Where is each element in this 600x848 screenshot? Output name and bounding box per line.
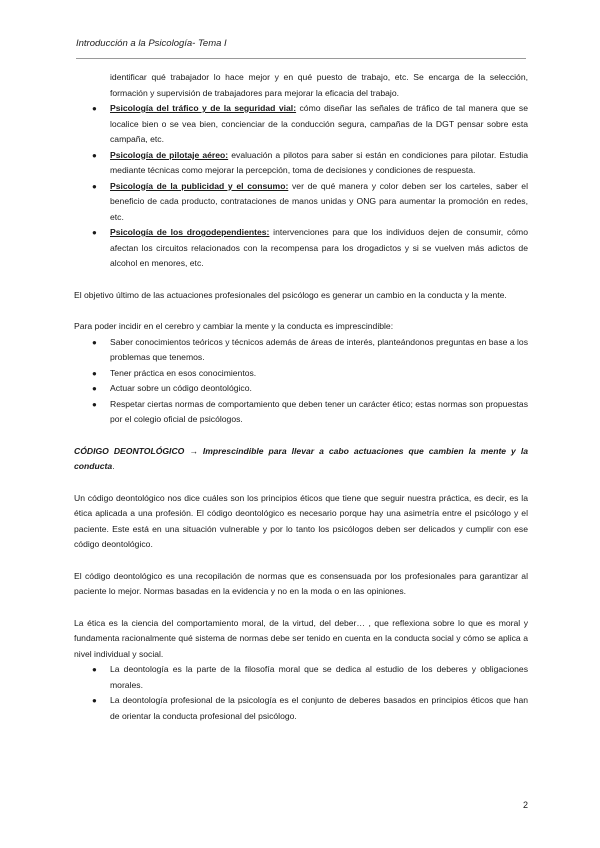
list-item <box>74 397 528 428</box>
list-item <box>74 366 528 382</box>
bullet-icon: ● <box>92 368 97 378</box>
area-term: Psicología de pilotaje aéreo: <box>110 149 229 160</box>
area-term: Psicología del tráfico y de la seguridad vial: <box>110 103 297 113</box>
requirements-intro: Para poder incidir en el cerebro y cambiar la mente y la conducta es imprescindible: <box>74 321 394 331</box>
page-body <box>74 70 528 724</box>
running-header: Introducción a la Psicología- Tema I <box>76 38 227 49</box>
bullet-icon: ● <box>92 228 97 237</box>
list-item <box>74 662 528 693</box>
list-item <box>74 693 528 724</box>
area-text: intervenciones para que los individuos dejen de consumir, cómo afectan los circuitos relacionados con la recompensa para los drogadictos y si se vuelven más adictos de alcohol en menores, etc. <box>110 227 528 268</box>
area-term: Psicología de la publicidad y el consumo: <box>110 180 289 191</box>
code-compilation-paragraph: El código deontológico es una recopilación de normas que es consensuada por los profesionales para garantizar al paciente lo mejor. Normas basadas en la evidencia y no en la moda o en las opiniones. <box>74 570 528 596</box>
code-heading <box>74 444 528 475</box>
bullet-icon: ● <box>92 150 97 160</box>
bullet-icon: ● <box>92 104 97 113</box>
area-text: cómo diseñar las señales de tráfico de tal manera que se localice bien o se vea bien, concienciar de la conducción segura, campañas de la DGT pensar sobre esta campaña, etc. <box>110 103 528 144</box>
requirement-text: Tener práctica en esos conocimientos. <box>110 367 257 378</box>
deontology-text: La deontología profesional de la psicología es el conjunto de deberes basados en principios éticos que han de orientar la conducta profesional del psicólogo. <box>110 695 528 721</box>
list-item <box>74 381 528 397</box>
bullet-icon: ● <box>92 399 97 409</box>
area-text: evaluación a pilotos para saber si están en condiciones para pilotar. Estudia mediante técnicas como mejorar la percepción, toma de decisiones y condiciones de respuesta. <box>110 149 528 175</box>
applied-areas-list <box>74 101 528 272</box>
requirement-text: Respetar ciertas normas de comportamiento que deben tener un carácter ético; estas normas son propuestas por el colegio oficial de psicólogos. <box>110 398 528 424</box>
ethics-paragraph: La ética es la ciencia del comportamiento moral, de la virtud, del deber… , que reflexiona sobre lo que es moral y fundamenta racionalmente qué sistema de normas debe ser tenido en cuenta en la conducta social y cómo se aplica a nivel individual y social. <box>74 617 528 659</box>
header-divider <box>76 58 526 59</box>
requirements-list <box>74 335 528 428</box>
bullet-icon: ● <box>92 384 97 393</box>
code-definition-paragraph: Un código deontológico nos dice cuáles son los principios éticos que tiene que seguir nuestra práctica, es decir, es la ética aplicada a una profesión. El código deontológico es necesario porque hay una asimetría entre el psicólogo y el paciente. Este está en una situación vulnerable y por lo tanto los psicólogos deben ser delicados y cumplir con ese código deontológico. <box>74 492 528 549</box>
requirement-text: Actuar sobre un código deontológico. <box>110 383 252 393</box>
bullet-icon: ● <box>92 181 97 191</box>
deontology-list <box>74 662 528 724</box>
list-item <box>74 101 528 148</box>
bullet-icon: ● <box>92 337 97 347</box>
list-item <box>74 225 528 272</box>
area-text: ver de qué manera y color deben ser los carteles, saber el beneficio de cada producto, contrataciones de manos unidas y ONG para aumentar la promoción en redes, etc. <box>110 180 528 222</box>
continuation-paragraph: identificar qué trabajador lo hace mejor y en qué puesto de trabajo, etc. Se encarga de la selección, formación y supervisión de trabajadores para mejorar la eficacia del trabajo. <box>110 72 528 98</box>
code-heading-text: CÓDIGO DEONTOLÓGICO → Imprescindible para llevar a cabo actuaciones que cambien la mente y la conducta <box>74 445 528 471</box>
list-item <box>74 179 528 226</box>
objective-paragraph: El objetivo último de las actuaciones profesionales del psicólogo es generar un cambio en la conducta y la mente. <box>74 289 507 300</box>
page-number: 2 <box>522 800 528 810</box>
requirement-text: Saber conocimientos teóricos y técnicos además de áreas de interés, planteándonos preguntas en base a los problemas que tenemos. <box>110 336 528 362</box>
list-item <box>74 335 528 366</box>
list-item <box>74 148 528 179</box>
deontology-text: La deontología es la parte de la filosofía moral que se dedica al estudio de los deberes y obligaciones morales. <box>110 664 528 690</box>
bullet-icon: ● <box>92 665 97 674</box>
code-heading-end: . <box>112 461 115 471</box>
area-term: Psicología de los drogodependientes: <box>110 227 270 237</box>
bullet-icon: ● <box>92 696 97 705</box>
